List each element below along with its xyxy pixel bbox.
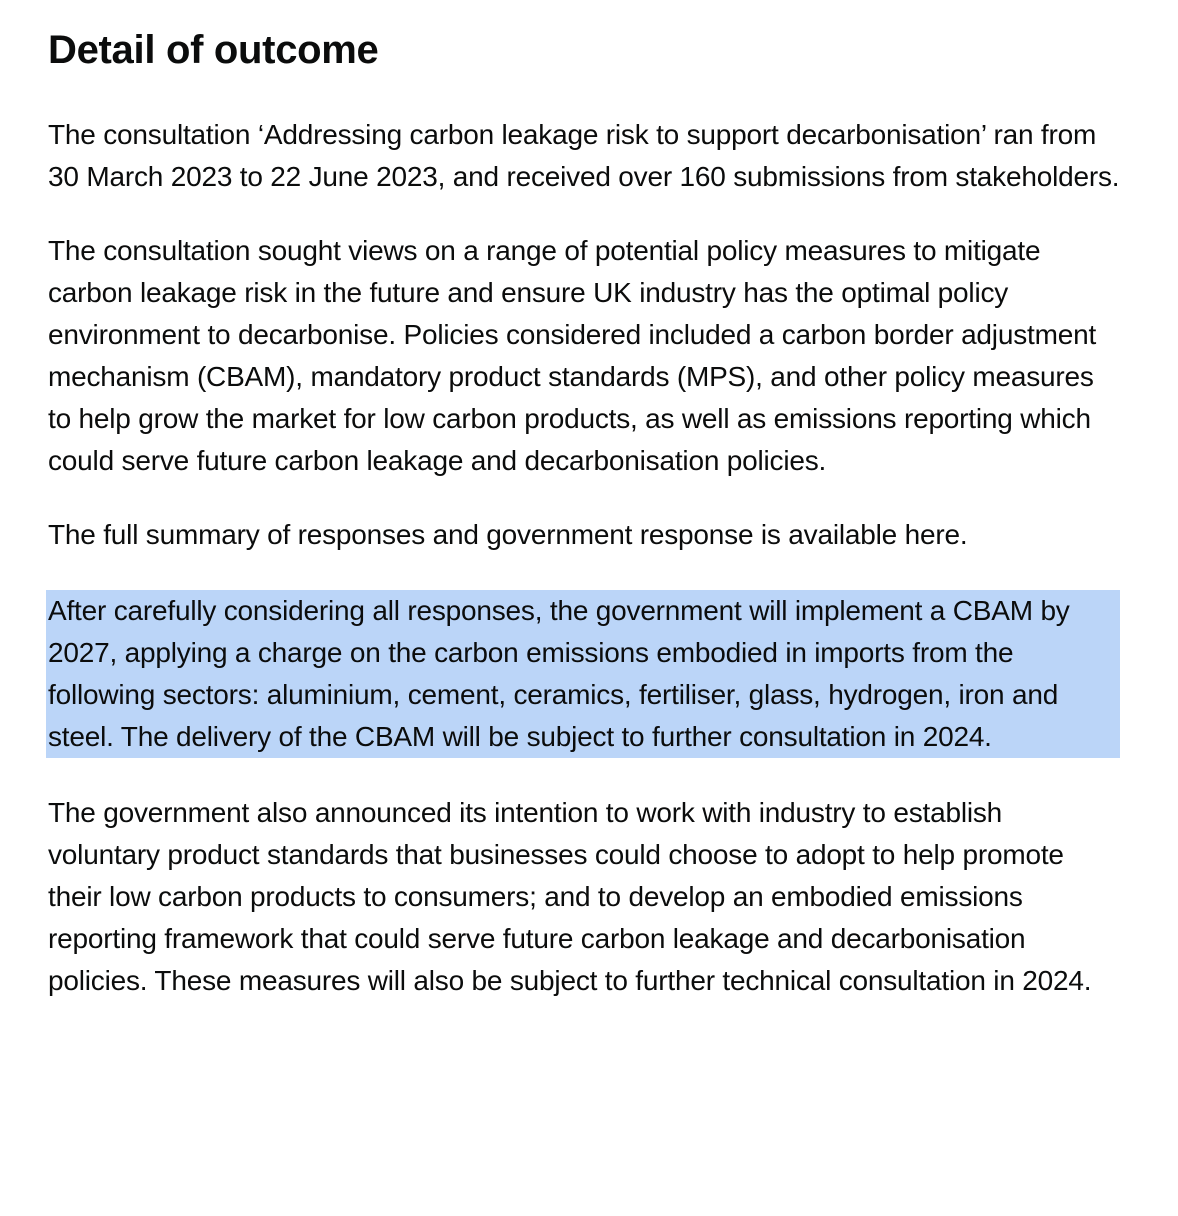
summary-availability-paragraph: The full summary of responses and government response is available here. [48, 519, 968, 550]
highlighted-cbam-paragraph: After carefully considering all responses, the government will implement a CBAM by 2027, applying a charge on the carbon emissions embodied in imports from the following sectors: aluminium, cement, ceramics, fertiliser, glass, hydrogen, iron and steel. The delivery of the CBAM will be subject to further consultation in 2024. [46, 590, 1120, 758]
consultation-dates-paragraph: The consultation ‘Addressing carbon leakage risk to support decarbonisation’ ran from 30 March 2023 to 22 June 2023, and received over 160 submissions from stakeholders. [48, 119, 1120, 192]
outcome-section [48, 0, 1120, 1002]
page-title: Detail of outcome [48, 28, 379, 72]
further-measures-paragraph: The government also announced its intention to work with industry to establish voluntary product standards that businesses could choose to adopt to help promote their low carbon products to consumers; and to develop an embodied emissions reporting framework that could serve future carbon leakage and decarbonisation policies. These measures will also be subject to further technical consultation in 2024. [48, 797, 1092, 996]
consultation-scope-paragraph: The consultation sought views on a range of potential policy measures to mitigate carbon leakage risk in the future and ensure UK industry has the optimal policy environment to decarbonise. Policies considered included a carbon border adjustment mechanism (CBAM), mandatory product standards (MPS), and other policy measures to help grow the market for low carbon products, as well as emissions reporting which could serve future carbon leakage and decarbonisation policies. [48, 235, 1097, 476]
